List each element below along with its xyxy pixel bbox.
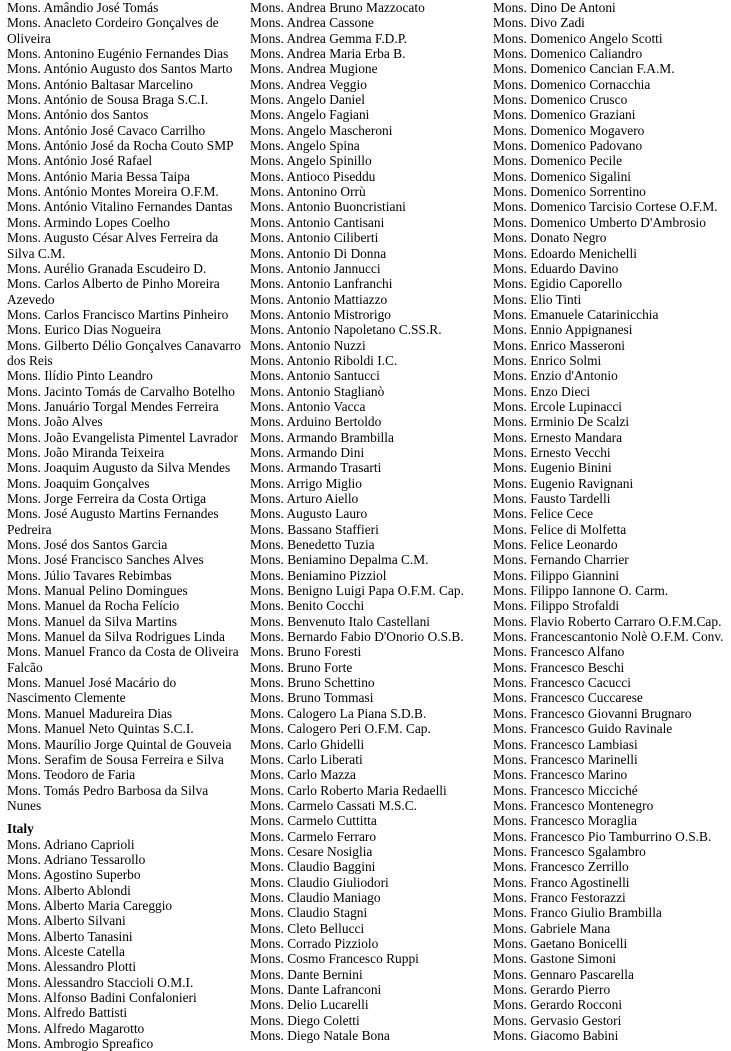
bishop-list-item: Mons. Ennio Appignanesi [493, 322, 633, 338]
bishop-list-item: Mons. Agostino Superbo [7, 867, 141, 883]
bishop-list-item: Mons. Domenico Tarcisio Cortese O.F.M. [493, 199, 718, 215]
bishop-list-item: Mons. António Augusto dos Santos Marto [7, 61, 233, 77]
bishop-list-item: Mons. Antonio Di Donna [250, 245, 387, 261]
bishop-list-item: Mons. João Alves [7, 414, 103, 430]
bishop-list-item: Mons. Francesco Zerrillo [493, 859, 629, 875]
column-3 [493, 0, 731, 1043]
bishop-list-item: Mons. Antonio Riboldi I.C. [250, 352, 398, 368]
bishop-list-item: Mons. Antonio Vacca [250, 398, 366, 414]
bishop-list-item: Mons. Fausto Tardelli [493, 491, 611, 506]
bishop-list-item: Mons. Erminio De Scalzi [493, 414, 630, 430]
bishop-list-item: Mons. António de Sousa Braga S.C.I. [7, 92, 209, 108]
bishop-list-item: Mons. Bruno Forte [250, 659, 353, 675]
bishop-list-item: Mons. Antonio Staglianò [250, 383, 385, 399]
bishop-list-item: Mons. Gastone Simoni [493, 951, 617, 967]
bishop-list-item: Mons. Bruno Schettino [250, 675, 375, 691]
bishop-list-item: Mons. Gerardo Rocconi [493, 997, 623, 1013]
bishop-list-item: Mons. Ercole Lupinacci [493, 398, 623, 414]
bishop-list-item: Mons. António Maria Bessa Taipa [7, 168, 190, 184]
bishop-list-item: Mons. Francesco Montenegro [493, 797, 654, 813]
bishop-list-item: Mons. Bruno Foresti [250, 644, 362, 660]
bishop-list-item: Mons. Calogero La Piana S.D.B. [250, 705, 427, 721]
bishop-list-item: Mons. Francesco Marinelli [493, 751, 638, 767]
bishop-list-item: Mons. António José da Rocha Couto SMP [7, 138, 234, 154]
bishop-list-item: Mons. Carmelo Cuttitta [250, 813, 377, 829]
bishop-list-item: Mons. Armando Trasarti [250, 460, 382, 476]
bishop-list-item: Mons. Eugenio Ravignani [493, 475, 634, 491]
bishop-list-item: Mons. Emanuele Catarinicchia [493, 306, 659, 322]
bishop-list-item: Mons. Domenico Graziani [493, 107, 636, 123]
bishop-list-item: Mons. Domenico Cornacchia [493, 76, 651, 92]
bishop-list-item: Mons. Angelo Fagiani [250, 107, 370, 123]
bishop-list-item: Mons. Alceste Catella [7, 943, 125, 959]
bishop-list-item: Mons. Domenico Sigalini [493, 168, 631, 184]
bishop-list-item: Mons. Francesco Guido Ravinale [493, 721, 673, 737]
bishop-list-item: Mons. Angelo Daniel [250, 92, 365, 108]
bishop-list-item: Mons. Cleto Bellucci [250, 920, 365, 936]
bishop-list-item: Mons. Alfredo Battisti [7, 1005, 128, 1021]
bishop-list-item: Mons. Francesco Cacucci [493, 675, 631, 691]
bishop-list-item: Mons. Arrigo Miglio [250, 475, 362, 491]
bishop-list-item: Mons. Eugenio Binini [493, 460, 612, 476]
bishop-list-item: Mons. José Francisco Sanches Alves [7, 552, 204, 568]
bishop-list-item: Mons. Antioco Piseddu [250, 168, 376, 184]
bishop-list-item: Mons. Gerardo Pierro [493, 982, 611, 997]
bishop-list-item: Mons. Francesco Lambiasi [493, 736, 638, 752]
bishop-list-item: Mons. Francesco Micciché [493, 782, 638, 798]
bishop-list-item: Mons. Carlo Liberati [250, 751, 363, 767]
bishop-list-item: Mons. Eurico Dias Nogueira [7, 322, 161, 338]
bishop-list-item: Mons. Domenico Padovano [493, 138, 643, 154]
bishop-list-item: Mons. Alberto Ablondi [7, 882, 131, 898]
bishop-list-item: Mons. Benigno Luigi Papa O.F.M. Cap. [250, 583, 464, 599]
bishop-list-item: Mons. Flavio Roberto Carraro O.F.M.Cap. [493, 613, 722, 629]
bishop-list-item: Mons. Bernardo Fabio D'Onorio O.S.B. [250, 629, 464, 645]
bishop-list-item: Mons. Armando Dini [250, 444, 365, 460]
bishop-list-item: Mons. Andrea Veggio [250, 76, 367, 92]
bishop-list-item: Mons. Domenico Sorrentino [493, 184, 646, 200]
bishop-list-item: Mons. José Augusto Martins Fernandes Pedreira [7, 506, 219, 537]
bishop-list-item: Mons. Diego Coletti [250, 1012, 360, 1028]
bishop-list-item: Mons. Claudio Giuliodori [250, 874, 389, 890]
bishop-list-item: Mons. Francesco Cuccarese [493, 690, 643, 706]
bishop-list-item: Mons. Arturo Aiello [250, 491, 359, 506]
bishop-list-item: Mons. Benito Cocchi [250, 598, 365, 614]
bishop-list-item: Mons. Felice Leonardo [493, 537, 618, 553]
bishop-list-item: Mons. João Miranda Teixeira [7, 444, 165, 460]
bishop-list-item: Mons. Francesco Pio Tamburrino O.S.B. [493, 828, 712, 844]
bishop-list-item: Mons. Gervasio Gestori [493, 1012, 622, 1028]
bishop-list-item: Mons. Francescantonio Nolè O.F.M. Conv. [493, 629, 724, 645]
bishop-list-item: Mons. Carlos Francisco Martins Pinheiro [7, 306, 229, 322]
bishop-list-item: Mons. Gilberto Délio Gonçalves Canavarro dos Reis [7, 337, 241, 368]
bishop-list-item: Mons. Angelo Spina [250, 138, 360, 154]
bishop-list-item: Mons. Franco Giulio Brambilla [493, 905, 662, 921]
bishop-list-item: Mons. Carlo Roberto Maria Redaelli [250, 782, 447, 798]
bishop-list-item: Mons. Antonio Mattiazzo [250, 291, 388, 307]
bishop-list-item: Mons. Amândio José Tomás [7, 0, 159, 15]
bishop-list-item: Mons. Alfonso Badini Confalonieri [7, 990, 197, 1005]
bishop-list-item: Mons. Antonio Cantisani [250, 214, 385, 230]
section-heading: Italy [7, 821, 34, 837]
bishop-list-item: Mons. Benvenuto Italo Castellani [250, 613, 431, 629]
bishop-list-item: Mons. Francesco Moraglia [493, 813, 637, 829]
bishop-list-item: Mons. João Evangelista Pimentel Lavrador [7, 429, 238, 445]
bishop-list-item: Mons. Alberto Silvani [7, 913, 126, 929]
bishop-list-item: Mons. Diego Natale Bona [250, 1028, 390, 1044]
bishop-list-item: Mons. Francesco Sgalambro [493, 843, 646, 859]
bishop-list-item: Mons. Enzio d'Antonio [493, 368, 618, 384]
bishop-list-item: Mons. Andrea Maria Erba B. [250, 46, 406, 62]
bishop-list-item: Mons. Domenico Angelo Scotti [493, 30, 663, 46]
bishop-list-item: Mons. Calogero Peri O.F.M. Cap. [250, 721, 431, 737]
bishop-list-item: Mons. Antonio Napoletano C.SS.R. [250, 322, 442, 338]
bishop-list-item: Mons. Joaquim Gonçalves [7, 475, 150, 491]
column-2 [250, 0, 488, 1043]
bishop-list-item: Mons. Beniamino Depalma C.M. [250, 552, 429, 568]
bishop-list-item: Mons. Beniamino Pizziol [250, 567, 387, 583]
bishop-list-item: Mons. Alberto Maria Careggio [7, 897, 173, 913]
bishop-list-item: Mons. António dos Santos [7, 107, 149, 123]
bishop-list-item: Mons. António Baltasar Marcelino [7, 76, 193, 92]
bishop-list-item: Mons. Edoardo Menichelli [493, 245, 637, 261]
bishop-list-item: Mons. Franco Agostinelli [493, 874, 630, 890]
bishop-list-item: Mons. Dante Bernini [250, 966, 363, 982]
bishop-list-item: Mons. Ambrogio Spreafico [7, 1036, 154, 1051]
bishop-list-item: Mons. Maurílio Jorge Quintal de Gouveia [7, 736, 232, 752]
bishop-list-item: Mons. Francesco Alfano [493, 644, 625, 660]
bishop-list-item: Mons. Antonio Ciliberti [250, 230, 379, 246]
bishop-list-item: Mons. Alessandro Plotti [7, 959, 137, 975]
bishop-list-item: Mons. Domenico Mogavero [493, 122, 645, 138]
bishop-list-item: Mons. Domenico Caliandro [493, 46, 643, 62]
bishop-list-item: Mons. Júlio Tavares Rebimbas [7, 567, 172, 583]
bishop-list-item: Mons. Ernesto Vecchi [493, 444, 611, 460]
bishop-list-item: Mons. Andrea Mugione [250, 61, 378, 77]
bishop-list-item: Mons. Felice Cece [493, 506, 594, 522]
bishop-list-item: Mons. Serafim de Sousa Ferreira e Silva [7, 751, 224, 767]
bishop-list-item: Mons. Delio Lucarelli [250, 997, 369, 1013]
bishop-list-item: Mons. Jacinto Tomás de Carvalho Botelho [7, 383, 235, 399]
bishop-list-item: Mons. António José Rafael [7, 153, 153, 169]
bishop-list-item: Mons. Manuel José Macário do Nascimento Clemente [7, 675, 177, 706]
bishop-list-item: Mons. Aurélio Granada Escudeiro D. [7, 260, 207, 276]
bishop-list-item: Mons. Claudio Baggini [250, 859, 376, 875]
bishop-list-item: Mons. Tomás Pedro Barbosa da Silva Nunes [7, 782, 209, 813]
bishop-list-item: Mons. Domenico Crusco [493, 92, 628, 108]
bishop-list-item: Mons. Francesco Giovanni Brugnaro [493, 705, 692, 721]
bishop-list-item: Mons. Franco Festorazzi [493, 889, 626, 905]
bishop-list-item: Mons. Felice di Molfetta [493, 521, 627, 537]
bishop-list-item: Mons. Filippo Strofaldi [493, 598, 620, 614]
bishop-list-item: Mons. Enrico Solmi [493, 352, 602, 368]
bishop-list-item: Mons. Antonio Lanfranchi [250, 276, 393, 292]
bishop-list-item: Mons. Adriano Caprioli [7, 836, 135, 852]
bishop-list-item: Mons. Ernesto Mandara [493, 429, 623, 445]
bishop-list-item: Mons. Alfredo Magarotto [7, 1020, 145, 1036]
bishop-list-item: Mons. Domenico Umberto D'Ambrosio [493, 214, 706, 230]
bishop-list-item: Mons. Angelo Mascheroni [250, 122, 393, 138]
bishop-list-item: Mons. Dante Lafranconi [250, 982, 382, 997]
bishop-list-item: Mons. Alessandro Staccioli O.M.I. [7, 974, 194, 990]
bishop-list-item: Mons. Eduardo Davino [493, 260, 619, 276]
bishop-list-item: Mons. Antonio Buoncristiani [250, 199, 406, 215]
bishop-list-item: Mons. Adriano Tessarollo [7, 851, 146, 867]
bishop-list-item: Mons. Andrea Gemma F.D.P. [250, 30, 408, 46]
bishop-list-item: Mons. Antonio Mistrorigo [250, 306, 391, 322]
bishop-list-item: Mons. Manuel Madureira Dias [7, 705, 173, 721]
bishop-list-item: Mons. Armindo Lopes Coelho [7, 214, 170, 230]
bishop-list-item: Mons. Filippo Giannini [493, 567, 620, 583]
bishop-list-item: Mons. António Vitalino Fernandes Dantas [7, 199, 233, 215]
bishop-list-item: Mons. Filippo Iannone O. Carm. [493, 583, 669, 599]
bishop-list-item: Mons. Januário Torgal Mendes Ferreira [7, 398, 219, 414]
bishop-list-item: Mons. Claudio Stagni [250, 905, 368, 921]
bishop-list-item: Mons. Cosmo Francesco Ruppi [250, 951, 419, 967]
column-1 [7, 0, 243, 1051]
bishop-list-item: Mons. Domenico Cancian F.A.M. [493, 61, 675, 77]
bishop-list-item: Mons. António Montes Moreira O.F.M. [7, 184, 219, 200]
bishop-list-item: Mons. Francesco Beschi [493, 659, 625, 675]
bishop-list-item: Mons. Antonio Jannucci [250, 260, 381, 276]
bishop-list-item: Mons. Manual Pelino Domingues [7, 583, 188, 599]
bishop-list-item: Mons. Alberto Tanasini [7, 928, 133, 944]
bishop-list-item: Mons. Fernando Charrier [493, 552, 629, 568]
bishop-list-item: Mons. Jorge Ferreira da Costa Ortiga [7, 491, 207, 506]
bishop-list-item: Mons. Domenico Pecile [493, 153, 623, 169]
bishop-list-item: Mons. Arduino Bertoldo [250, 414, 382, 430]
bishop-list-item: Mons. Enzo Dieci [493, 383, 591, 399]
bishop-list-item: Mons. Carmelo Cassati M.S.C. [250, 797, 418, 813]
bishop-list-item: Mons. Armando Brambilla [250, 429, 394, 445]
bishop-list-item: Mons. Andrea Bruno Mazzocato [250, 0, 425, 15]
bishop-list-item: Mons. Benedetto Tuzia [250, 537, 375, 553]
bishop-list-item: Mons. Claudio Maniago [250, 889, 381, 905]
bishop-list-item: Mons. António José Cavaco Carrilho [7, 122, 206, 138]
bishop-list-item: Mons. Cesare Nosiglia [250, 843, 373, 859]
bishop-list-item: Mons. Manuel da Silva Martins [7, 613, 177, 629]
bishop-list-item: Mons. Joaquim Augusto da Silva Mendes [7, 460, 231, 476]
bishop-list-item: Mons. Carlo Mazza [250, 767, 356, 783]
bishop-list-item: Mons. Augusto Lauro [250, 506, 368, 522]
bishop-list-item: Mons. Divo Zadi [493, 15, 585, 31]
bishop-list-item: Mons. Egidio Caporello [493, 276, 623, 292]
bishop-list-item: Mons. Anacleto Cordeiro Gonçalves de Oliveira [7, 15, 219, 46]
bishop-list-item: Mons. Elio Tinti [493, 291, 582, 307]
bishop-list-item: Mons. Manuel da Silva Rodrigues Linda [7, 629, 225, 645]
bishop-list-item: Mons. Andrea Cassone [250, 15, 374, 31]
bishop-list-item: Mons. Enrico Masseroni [493, 337, 626, 353]
bishop-list-item: Mons. Bassano Staffieri [250, 521, 379, 537]
bishop-list-item: Mons. Augusto César Alves Ferreira da Silva C.M. [7, 230, 219, 261]
bishop-list-item: Mons. Carmelo Ferraro [250, 828, 377, 844]
bishop-list-item: Mons. Francesco Marino [493, 767, 628, 783]
bishop-list-item: Mons. Carlos Alberto de Pinho Moreira Azevedo [7, 276, 220, 307]
bishop-list-item: Mons. Ilídio Pinto Leandro [7, 368, 153, 384]
bishop-list-item: Mons. Angelo Spinillo [250, 153, 372, 169]
bishop-list-item: Mons. Manuel da Rocha Felício [7, 598, 180, 614]
bishop-list-item: Mons. Dino De Antoni [493, 0, 616, 15]
bishop-list-item: Mons. Corrado Pizziolo [250, 935, 379, 951]
bishop-list-item: Mons. Teodoro de Faria [7, 767, 136, 783]
bishop-list-item: Mons. Gaetano Bonicelli [493, 935, 628, 951]
bishop-list-item: Mons. Antonio Santucci [250, 368, 380, 384]
bishop-list-item: Mons. Manuel Neto Quintas S.C.I. [7, 721, 194, 737]
bishop-list-item: Mons. Gennaro Pascarella [493, 966, 634, 982]
bishop-list-item: Mons. Gabriele Mana [493, 920, 611, 936]
bishop-list-item: Mons. Antonio Nuzzi [250, 337, 366, 353]
bishop-list-item: Mons. Giacomo Babini [493, 1028, 619, 1044]
bishop-list-item: Mons. José dos Santos Garcia [7, 537, 168, 553]
bishop-list-item: Mons. Bruno Tommasi [250, 690, 374, 706]
bishop-list-item: Mons. Donato Negro [493, 230, 607, 246]
bishop-list-item: Mons. Manuel Franco da Costa de Oliveira Falcão [7, 644, 239, 675]
bishop-list-item: Mons. Antonino Orrù [250, 184, 366, 200]
bishop-list-item: Mons. Antonino Eugénio Fernandes Dias [7, 46, 229, 62]
bishop-list-item: Mons. Carlo Ghidelli [250, 736, 365, 752]
